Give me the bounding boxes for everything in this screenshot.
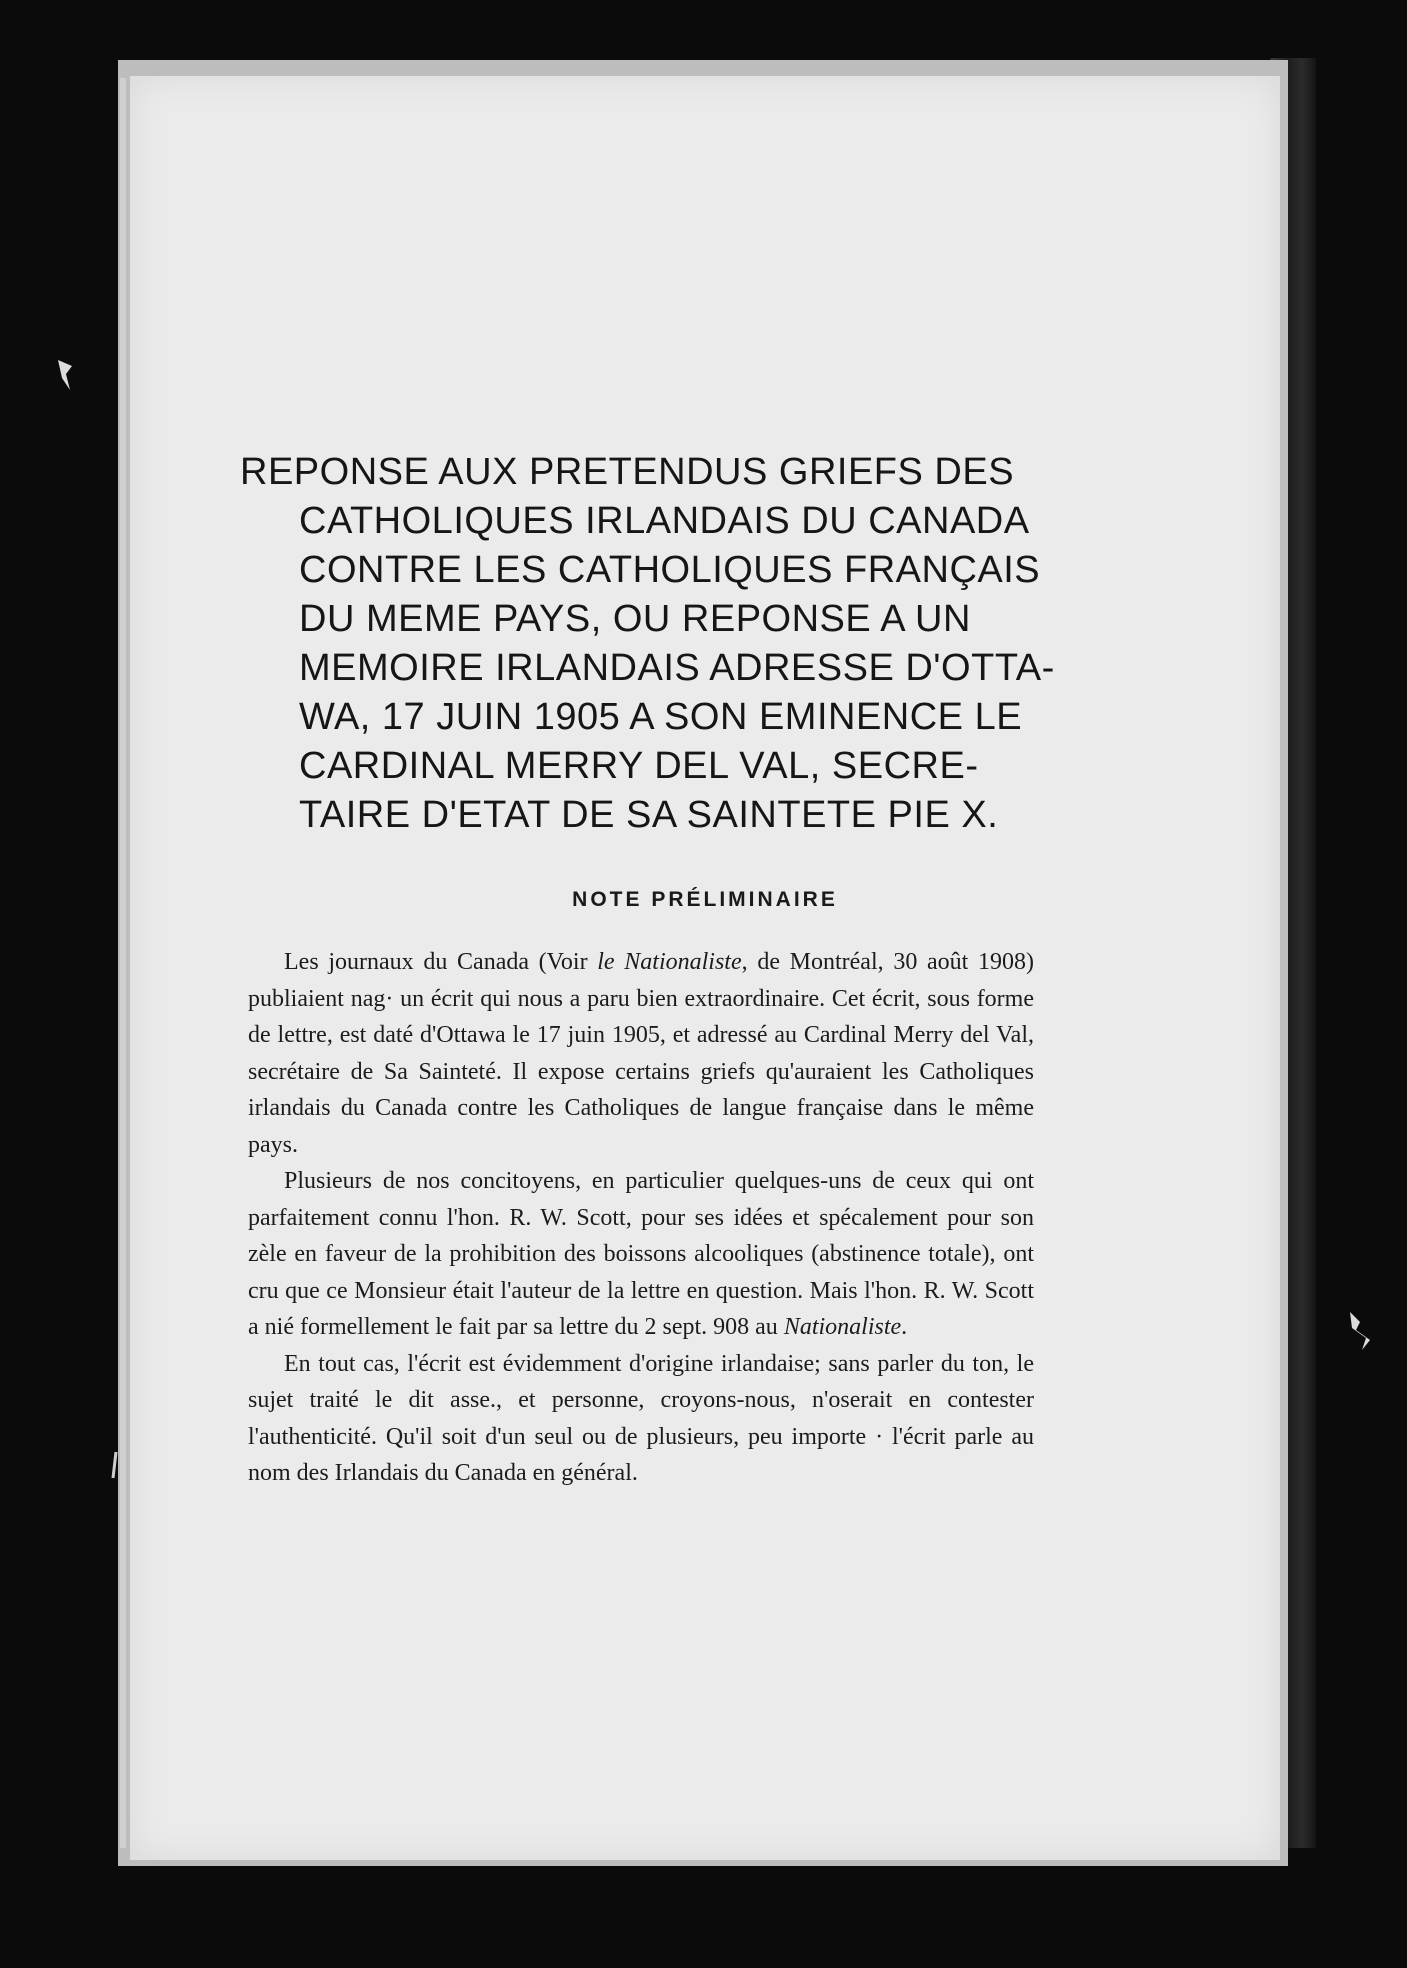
spine-line bbox=[120, 78, 126, 1848]
paragraph-3 bbox=[248, 1346, 1034, 1492]
section-heading: NOTE PRÉLIMINAIRE bbox=[572, 888, 838, 911]
paragraph-text: , de Montréal, 30 août 1908) publiaient nag· un écrit qui nous a paru bien extraordinaire. Cet écrit, sous forme de lettre, est daté d'Ottawa le 17 juin 1905, et adressé au Cardinal Merry del Val, secrétaire de Sa Sainteté. Il expose certains griefs qu'auraient les Catholiques irlandais du Canada contre les Catholiques de langue française dans le même pays. bbox=[248, 949, 1034, 1158]
body-text bbox=[248, 944, 1034, 1492]
title-line: DU MEME PAYS, OU REPONSE A UN bbox=[299, 598, 971, 640]
title-line: CATHOLIQUES IRLANDAIS DU CANADA bbox=[299, 500, 1030, 542]
paragraph-1 bbox=[248, 944, 1034, 1163]
title-line: CARDINAL MERRY DEL VAL, SECRE- bbox=[299, 745, 979, 787]
title-line: WA, 17 JUIN 1905 A SON EMINENCE LE bbox=[299, 696, 1023, 738]
title-line: REPONSE AUX PRETENDUS GRIEFS DES bbox=[240, 451, 1015, 493]
scan-speck-icon bbox=[108, 1450, 120, 1480]
title-line: CONTRE LES CATHOLIQUES FRANÇAIS bbox=[299, 549, 1041, 591]
title-line: TAIRE D'ETAT DE SA SAINTETE PIE X. bbox=[299, 794, 999, 836]
document-title bbox=[240, 448, 1170, 840]
paragraph-text: . bbox=[901, 1314, 908, 1340]
italic-text: Nationaliste bbox=[783, 1314, 902, 1340]
paragraph-2 bbox=[248, 1163, 1034, 1346]
scan-speck-icon bbox=[1346, 1310, 1376, 1354]
scan-speck-icon bbox=[52, 356, 78, 396]
paragraph-text: Les journaux du Canada (Voir bbox=[284, 949, 598, 975]
title-line: MEMOIRE IRLANDAIS ADRESSE D'OTTA- bbox=[299, 647, 1055, 689]
paragraph-text: En tout cas, l'écrit est évidemment d'origine irlandaise; sans parler du ton, le sujet traité le dit asse., et personne, croyons-nous, n'oserait en contester l'authenticité. Qu'il soit d'un seul ou de plusieurs, peu importe · l'écrit parle au nom des Irlandais du Canada en général. bbox=[248, 1350, 1034, 1486]
document-page bbox=[130, 76, 1280, 1860]
paragraph-text: Plusieurs de nos concitoyens, en particulier quelques-uns de ceux qui ont parfaitement connu l'hon. R. W. Scott, pour ses idées et spécalement pour son zèle en faveur de la prohibition des boissons alcooliques (abstinence totale), ont cru que ce Monsieur était l'auteur de la lettre en question. Mais l'hon. R. W. Scott a nié formellement le fait par sa lettre du 2 sept. 908 au bbox=[248, 1168, 1034, 1340]
italic-text: le Nationaliste bbox=[597, 949, 742, 975]
